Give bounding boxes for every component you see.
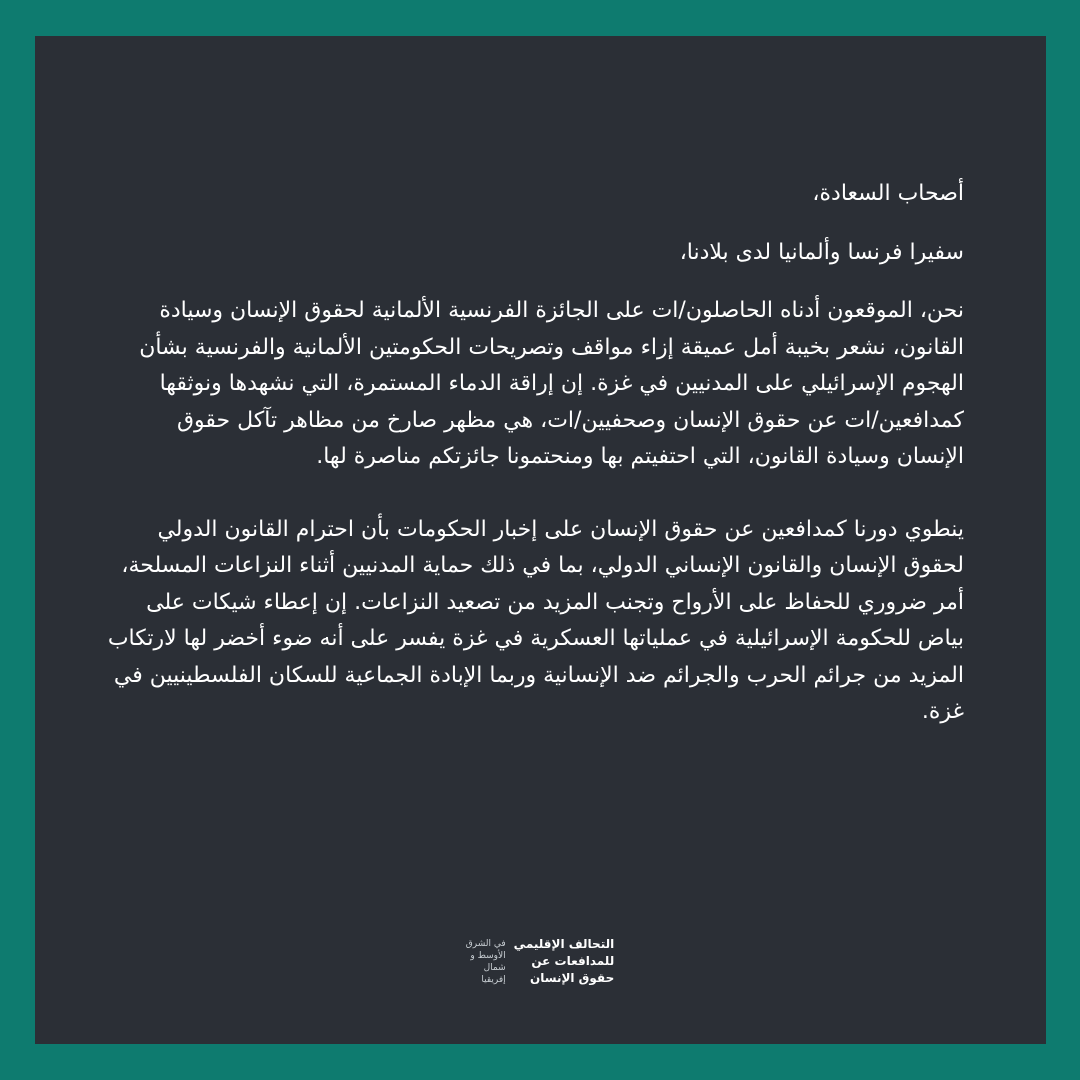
logo-line-2: للمدافعات عن: [531, 954, 615, 968]
logo-sub-text: [466, 938, 506, 986]
logo-line-3: حقوق الإنسان: [529, 971, 615, 985]
logo-sub-4: إفريقيا: [481, 974, 506, 985]
logo-main-text: [514, 936, 615, 987]
logo-sub-1: في الشرق: [465, 938, 506, 949]
greeting-line-2: سفيرا فرنسا وألمانيا لدى بلادنا،: [679, 239, 964, 265]
logo-line-1: التحالف الإقليمي: [513, 937, 615, 951]
letter-panel: [35, 36, 1046, 1044]
letter-body: [104, 176, 964, 731]
logo-sub-2: الأوسط و: [470, 950, 506, 961]
organization-logo: [0, 936, 1080, 987]
paragraph-2: ينطوي دورنا كمدافعين عن حقوق الإنسان على إخبار الحكومات بأن احترام القانون الدولي لحقوق الإنسان والقانون الإنساني الدولي، بما في ذلك حماية المدنيين أثناء النزاعات المسلحة، أمر ضروري للحفاظ على الأرواح وتجنب المزيد من تصعيد النزاعات. إن إعطاء شيكات على بياض للحكومة الإسرائيلية في عملياتها العسكرية في غزة يفسر على أنه ضوء أخضر لها لارتكاب المزيد من جرائم الحرب والجرائم ضد الإنسانية وربما الإبادة الجماعية للسكان الفلسطينيين في غزة.: [107, 516, 964, 724]
greeting-line-1: أصحاب السعادة،: [812, 181, 964, 206]
logo-sub-3: شمال: [483, 962, 506, 973]
paragraph-1: نحن، الموقعون أدناه الحاصلون/ات على الجائزة الفرنسية الألمانية لحقوق الإنسان وسيادة القانون، نشعر بخيبة أمل عميقة إزاء مواقف وتصريحات الحكومتين الألمانية والفرنسية بشأن الهجوم الإسرائيلي على المدنيين في غزة. إن إراقة الدماء المستمرة، التي نشهدها ونوثقها كمدافعين/ات عن حقوق الإنسان وصحفيين/ات، هي مظهر صارخ من مظاهر تآكل حقوق الإنسان وسيادة القانون، التي احتفيتم بها ومنحتمونا جائزتكم مناصرة لها.: [139, 298, 964, 469]
